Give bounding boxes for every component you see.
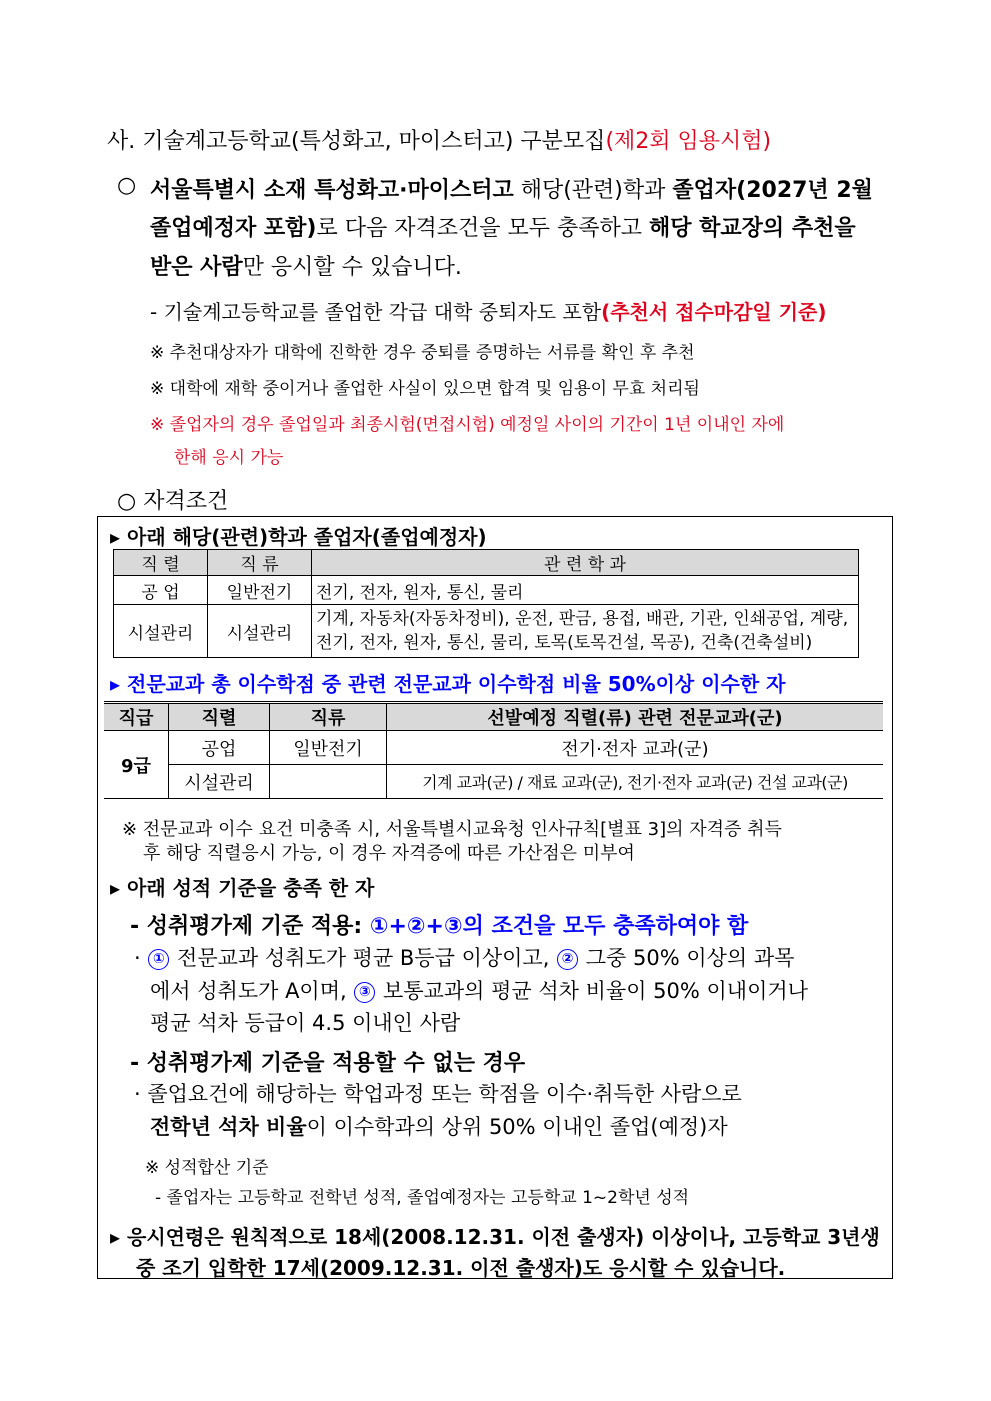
cell-subjects: 전기·전자 교과(군) — [387, 731, 884, 765]
circle-bullet: ○ — [117, 173, 137, 198]
cell-series: 공업 — [169, 731, 270, 765]
circled-1: ① — [148, 949, 169, 970]
certificate-note-line-2: 후 해당 직렬응시 가능, 이 경우 자격증에 따른 가산점은 미부여 — [143, 843, 635, 864]
condition-line-1: · ① 전문교과 성취도가 평균 B등급 이상이고, ② 그중 50% 이상의 과목 — [134, 946, 795, 970]
na-line-1: · 졸업요건에 해당하는 학업과정 또는 학점을 이수·취득한 사람으로 — [134, 1082, 742, 1106]
grade-na-heading: - 성취평가제 기준을 적용할 수 없는 경우 — [130, 1051, 526, 1076]
note-3-line-1: ※ 졸업자의 경우 졸업일과 최종시험(면접시험) 예정일 사이의 기간이 1년 이내인 자에 — [150, 415, 785, 435]
condition-line-3: 평균 석차 등급이 4.5 이내인 사람 — [150, 1011, 461, 1035]
circled-3: ③ — [354, 982, 375, 1003]
th-class: 직 류 — [208, 550, 312, 576]
th-departments: 관 련 학 과 — [312, 550, 859, 576]
na-line-2: 전학년 석차 비율이 이수학과의 상위 50% 이내인 졸업(예정)자 — [150, 1115, 728, 1139]
calc-detail: - 졸업자는 고등학교 전학년 성적, 졸업예정자는 고등학교 1~2학년 성적 — [155, 1188, 690, 1208]
th-grade: 직급 — [104, 703, 169, 731]
section-title: 사. 기술계고등학교(특성화고, 마이스터고) 구분모집(제2회 임용시험) — [107, 129, 772, 154]
qualification-heading: ○ 자격조건 — [117, 489, 229, 514]
table-row — [114, 605, 859, 658]
th-class: 직류 — [270, 703, 387, 731]
intro-line-1: 서울특별시 소재 특성화고·마이스터고 해당(관련)학과 졸업자(2027년 2월 — [150, 178, 873, 203]
cell-class — [270, 765, 387, 799]
age-line-2: 중 조기 입학한 17세(2009.12.31. 이전 출생자)도 응시할 수 있습니다. — [136, 1256, 786, 1280]
cell-class: 일반전기 — [208, 576, 312, 605]
circled-2: ② — [557, 949, 578, 970]
table-row — [114, 576, 859, 605]
cell-series: 시설관리 — [114, 605, 208, 658]
note-3-line-2: 한해 응시 가능 — [174, 448, 284, 468]
cell-grade: 9급 — [104, 731, 169, 799]
dropout-note: - 기술계고등학교를 졸업한 각급 대학 중퇴자도 포함(추천서 접수마감일 기준) — [150, 300, 827, 324]
intro-line-2: 졸업예정자 포함)로 다음 자격조건을 모두 충족하고 해당 학교장의 추천을 — [150, 216, 856, 241]
cell-series: 공 업 — [114, 576, 208, 605]
table-row — [104, 731, 883, 765]
box-heading-credits: ▸ 전문교과 총 이수학점 중 관련 전문교과 이수학점 비율 50%이상 이수한 자 — [110, 672, 786, 696]
cell-subjects: 기계 교과(군) / 재료 교과(군), 전기·전자 교과(군) 건설 교과(군) — [387, 765, 884, 799]
cell-departments: 기계, 자동차(자동차정비), 운전, 판금, 용접, 배관, 기관, 인쇄공업, 계량, 전기, 전자, 원자, 통신, 물리, 토목(토목건설, 목공), 건축(건축설비) — [312, 605, 859, 658]
note-1: ※ 추천대상자가 대학에 진학한 경우 중퇴를 증명하는 서류를 확인 후 추천 — [150, 343, 695, 363]
box-heading-grades: ▸ 아래 성적 기준을 충족 한 자 — [110, 876, 375, 900]
subject-table — [104, 701, 883, 799]
grade-apply-heading: - 성취평가제 기준 적용: ①+②+③의 조건을 모두 충족하여야 함 — [130, 914, 749, 939]
table-row — [104, 765, 883, 799]
cell-series: 시설관리 — [169, 765, 270, 799]
age-line-1: ▸ 응시연령은 원칙적으로 18세(2008.12.31. 이전 출생자) 이상이나, 고등학교 3년생 — [110, 1225, 880, 1249]
cell-class: 일반전기 — [270, 731, 387, 765]
cell-class: 시설관리 — [208, 605, 312, 658]
intro-line-3: 받은 사람만 응시할 수 있습니다. — [150, 255, 462, 280]
calc-note: ※ 성적합산 기준 — [145, 1158, 269, 1178]
th-series: 직 렬 — [114, 550, 208, 576]
box-heading-departments: ▸ 아래 해당(관련)학과 졸업자(졸업예정자) — [110, 525, 487, 549]
condition-line-2: 에서 성취도가 A이며, ③ 보통교과의 평균 석차 비율이 50% 이내이거나 — [150, 979, 808, 1003]
note-2: ※ 대학에 재학 중이거나 졸업한 사실이 있으면 합격 및 임용이 무효 처리됨 — [150, 379, 700, 399]
cell-departments: 전기, 전자, 원자, 통신, 물리 — [312, 576, 859, 605]
department-table — [113, 549, 859, 658]
th-series: 직렬 — [169, 703, 270, 731]
th-subjects: 선발예정 직렬(류) 관련 전문교과(군) — [387, 703, 884, 731]
certificate-note-line-1: ※ 전문교과 이수 요건 미충족 시, 서울특별시교육청 인사규칙[별표 3]의 자격증 취득 — [122, 819, 782, 840]
